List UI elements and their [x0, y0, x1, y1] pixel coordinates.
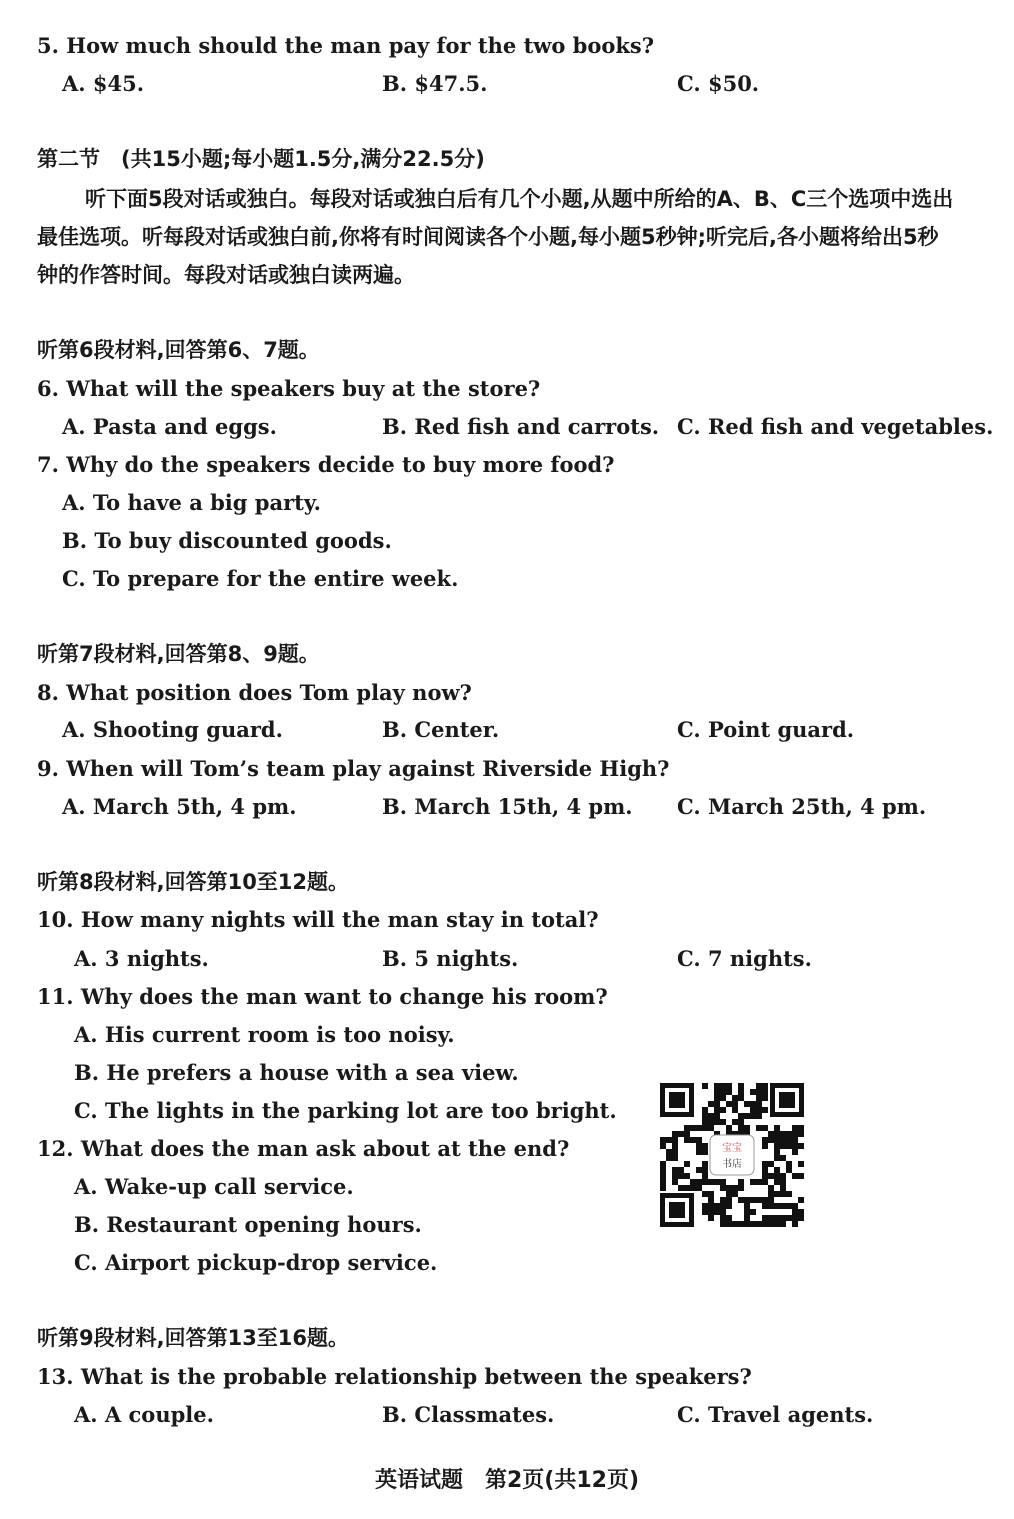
question-7-option-a: A. To have a big party. [62, 490, 321, 515]
question-12-option-a: A. Wake-up call service. [74, 1174, 354, 1199]
material-9-heading: 听第9段材料,回答第13至16题。 [37, 1326, 350, 1350]
qr-code [658, 1081, 806, 1229]
question-10-stem: 10. How many nights will the man stay in total? [37, 907, 599, 932]
question-12-option-c: C. Airport pickup-drop service. [74, 1250, 438, 1275]
section-2-instructions: 听下面5段对话或独白。每段对话或独白后有几个小题,从题中所给的A、B、C三个选项中选出最佳选项。听每段对话或独白前,你将有时间阅读各个小题,每小题5秒钟;听完后,各小题将给出5秒钟的作答时间。每段对话或独白读两遍。 [37, 187, 954, 287]
qr-logo-text-2: 书店 [722, 1159, 742, 1170]
question-12-stem: 12. What does the man ask about at the end? [37, 1136, 570, 1161]
question-7-stem: 7. Why do the speakers decide to buy more food? [37, 452, 615, 477]
qr-code-graphic [658, 1081, 806, 1229]
material-7-heading: 听第7段材料,回答第8、9题。 [37, 642, 320, 666]
question-11-option-a: A. His current room is too noisy. [74, 1022, 455, 1047]
question-6-option-a: A. Pasta and eggs. [62, 414, 277, 439]
question-7-option-b: B. To buy discounted goods. [62, 528, 392, 553]
qr-logo-text-1: 宝宝 [722, 1143, 742, 1154]
question-10-option-c: C. 7 nights. [677, 946, 812, 971]
question-9-option-c: C. March 25th, 4 pm. [677, 794, 927, 819]
question-6-stem: 6. What will the speakers buy at the store? [37, 376, 541, 401]
question-13-stem: 13. What is the probable relationship between the speakers? [37, 1364, 752, 1389]
question-8-option-b: B. Center. [382, 717, 500, 742]
question-8-stem: 8. What position does Tom play now? [37, 680, 472, 705]
question-9-stem: 9. When will Tom’s team play against Riverside High? [37, 756, 670, 781]
question-11-option-c: C. The lights in the parking lot are too bright. [74, 1098, 617, 1123]
question-13-option-a: A. A couple. [74, 1402, 214, 1427]
question-5-option-a: A. $45. [62, 71, 145, 96]
question-7-option-c: C. To prepare for the entire week. [62, 566, 459, 591]
material-8-heading: 听第8段材料,回答第10至12题。 [37, 870, 350, 894]
question-6-option-c: C. Red fish and vegetables. [677, 414, 994, 439]
question-5-option-c: C. $50. [677, 71, 760, 96]
question-10-option-b: B. 5 nights. [382, 946, 519, 971]
question-13-option-b: B. Classmates. [382, 1402, 555, 1427]
section-2-heading: 第二节 (共15小题;每小题1.5分,满分22.5分) [37, 147, 485, 171]
question-8-option-a: A. Shooting guard. [62, 717, 283, 742]
material-6-heading: 听第6段材料,回答第6、7题。 [37, 338, 320, 362]
question-5-option-b: B. $47.5. [382, 71, 488, 96]
question-9-option-a: A. March 5th, 4 pm. [62, 794, 297, 819]
question-6-option-b: B. Red fish and carrots. [382, 414, 660, 439]
page-footer: 英语试题 第2页(共12页) [374, 1468, 640, 1493]
question-11-stem: 11. Why does the man want to change his room? [37, 984, 608, 1009]
question-10-option-a: A. 3 nights. [74, 946, 209, 971]
question-8-option-c: C. Point guard. [677, 717, 855, 742]
question-5-stem: 5. How much should the man pay for the two books? [37, 33, 655, 58]
question-9-option-b: B. March 15th, 4 pm. [382, 794, 633, 819]
question-12-option-b: B. Restaurant opening hours. [74, 1212, 422, 1237]
question-13-option-c: C. Travel agents. [677, 1402, 874, 1427]
question-11-option-b: B. He prefers a house with a sea view. [74, 1060, 519, 1085]
